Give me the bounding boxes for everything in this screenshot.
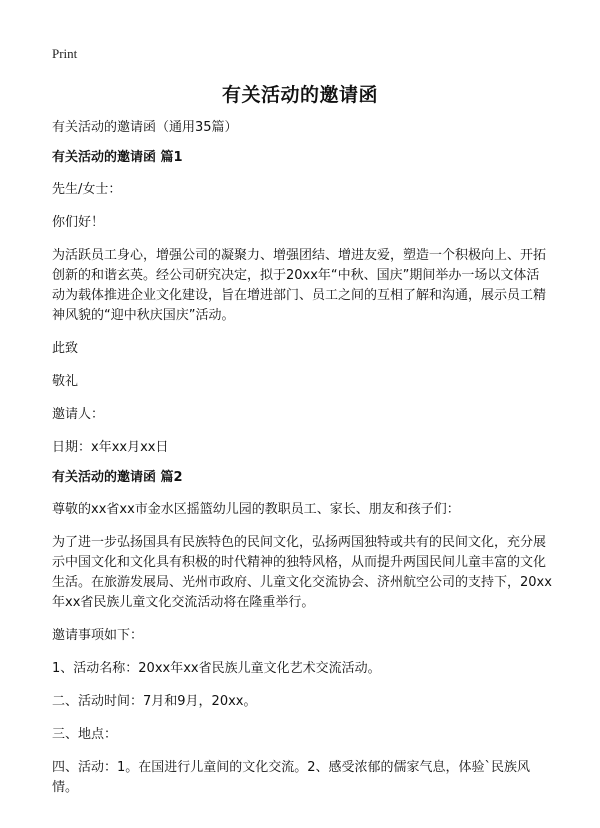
greeting-1: 你们好！ — [52, 215, 105, 230]
document-body — [52, 118, 552, 811]
salutation-1: 先生/女士： — [52, 182, 122, 197]
print-label: Print — [52, 46, 78, 61]
closing-line-2: 敬礼 — [52, 374, 79, 389]
closing-line-1: 此致 — [52, 341, 79, 356]
list-item: 四、活动：1。在国进行儿童间的文化交流。2、感受浓郁的儒家气息，体验`民族风情。 — [52, 760, 531, 795]
inviter-line: 邀请人： — [52, 407, 105, 422]
list-item: 1、活动名称：20xx年xx省民族儿童文化艺术交流活动。 — [52, 661, 381, 676]
items-intro: 邀请事项如下： — [52, 628, 144, 643]
section-heading-1: 有关活动的邀请函 篇1 — [52, 150, 183, 165]
document-title: 有关活动的邀请函 — [221, 84, 378, 106]
salutation-2: 尊敬的xx省xx市金水区摇篮幼儿园的教职员工、家长、朋友和孩子们： — [52, 502, 460, 517]
document-subtitle: 有关活动的邀请函（通用35篇） — [52, 120, 238, 135]
body-paragraph-2: 为了进一步弘扬国具有民族特色的民间文化，弘扬两国独特或共有的民间文化，充分展示中国文化和文化具有积极的时代精神的独特风格，从而提升两国民间儿童丰富的文化生活。在旅游发展局、光州市政府、儿童文化交流协会、济州航空公司的支持下，20xx年xx省民族儿童文化交流活动将在隆重举行。 — [52, 535, 552, 610]
body-paragraph-1: 为活跃员工身心，增强公司的凝聚力、增强团结、增进友爱，塑造一个积极向上、开拓创新的和谐玄英。经公司研究决定，拟于20xx年“中秋、国庆”期间举办一场以文体活动为载体推进企业文化建设，旨在增进部门、员工之间的互相了解和沟通，展示员工精神风貌的“迎中秋庆国庆”活动。 — [52, 248, 547, 323]
list-item: 二、活动时间：7月和9月，20xx。 — [52, 694, 257, 709]
date-line: 日期：x年xx月xx日 — [52, 440, 169, 455]
list-item: 三、地点： — [52, 727, 118, 742]
section-heading-2: 有关活动的邀请函 篇2 — [52, 470, 183, 485]
